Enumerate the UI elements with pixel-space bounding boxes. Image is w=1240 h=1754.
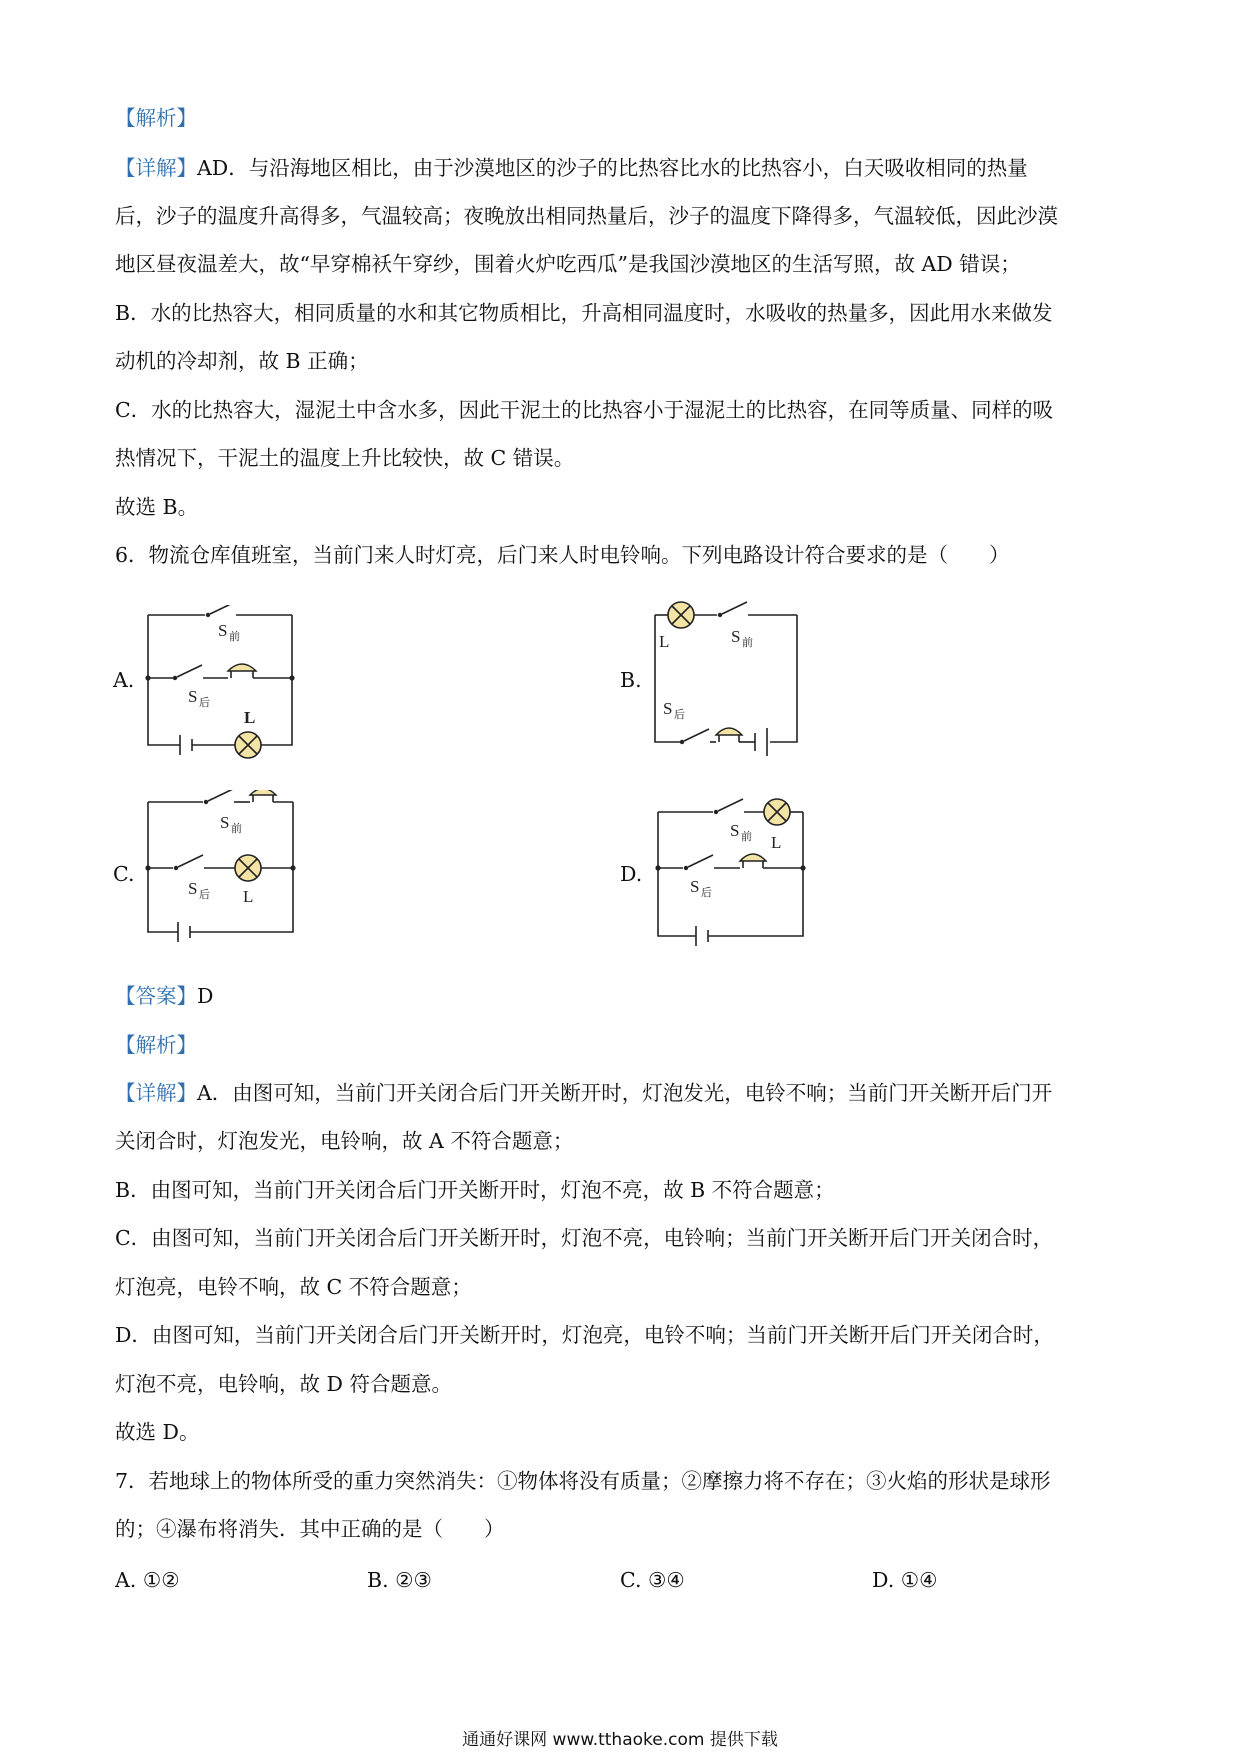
option-a-label: A. bbox=[113, 668, 135, 692]
detail-line: C．由图可知，当前门开关闭合后门开关断开时，灯泡不亮，电铃响；当前门开关断开后门开关闭合时， bbox=[115, 1226, 1054, 1250]
detail-line: C．水的比热容大，湿泥土中含水多，因此干泥土的比热容小于湿泥土的比热容，在同等质量、同样的吸 bbox=[115, 398, 1054, 422]
detail-line: 灯泡亮，电铃不响，故 C 不符合题意； bbox=[115, 1275, 472, 1299]
analysis-tag: 【解析】 bbox=[115, 1033, 197, 1057]
circuit-diagram-a bbox=[140, 605, 310, 765]
svg-text:后: 后 bbox=[701, 887, 712, 899]
choice-b: B. ②③ bbox=[367, 1568, 432, 1592]
choice-a: A. ①② bbox=[115, 1568, 180, 1592]
detail-line: 动机的冷却剂，故 B 正确； bbox=[115, 349, 369, 373]
svg-text:S: S bbox=[188, 687, 198, 706]
svg-text:S: S bbox=[690, 877, 700, 896]
svg-text:S: S bbox=[218, 621, 228, 640]
detail-line: 后，沙子的温度升高得多，气温较高；夜晚放出相同热量后，沙子的温度下降得多，气温较低，因此沙漠 bbox=[115, 204, 1058, 228]
detail-tag: 【详解】 bbox=[115, 156, 197, 180]
svg-text:L: L bbox=[659, 632, 670, 651]
svg-text:后: 后 bbox=[199, 889, 210, 901]
svg-text:S: S bbox=[188, 879, 198, 898]
option-d-label: D. bbox=[620, 862, 643, 886]
svg-text:后: 后 bbox=[674, 709, 685, 721]
detail-line: 热情况下，干泥土的温度上升比较快，故 C 错误。 bbox=[115, 446, 575, 470]
detail-text: A．由图可知，当前门开关闭合后门开关断开时，灯泡发光，电铃不响；当前门开关断开后门开 bbox=[197, 1081, 1053, 1105]
circuit-diagram-d bbox=[650, 790, 815, 955]
question-stem: 的；④瀑布将消失．其中正确的是（ ） bbox=[115, 1517, 505, 1541]
detail-tag: 【详解】 bbox=[115, 1081, 197, 1105]
svg-text:前: 前 bbox=[231, 823, 242, 835]
question-stem: 7．若地球上的物体所受的重力突然消失：①物体将没有质量；②摩擦力将不存在；③火焰的形状是球形 bbox=[115, 1469, 1051, 1493]
detail-line: 地区昼夜温差大，故“早穿棉袄午穿纱，围着火炉吃西瓜”是我国沙漠地区的生活写照，故 AD 错误； bbox=[115, 252, 1021, 276]
answer-line bbox=[115, 983, 1125, 1009]
svg-text:S: S bbox=[730, 821, 740, 840]
detail-line: 关闭合时，灯泡发光，电铃响，故 A 不符合题意； bbox=[115, 1129, 574, 1153]
svg-text:L: L bbox=[243, 887, 254, 906]
analysis-tag: 【解析】 bbox=[115, 106, 197, 130]
svg-text:L: L bbox=[244, 708, 256, 727]
detail-line bbox=[115, 155, 1125, 181]
detail-line bbox=[115, 1080, 1125, 1106]
detail-text: AD．与沿海地区相比，由于沙漠地区的沙子的比热容比水的比热容小，白天吸收相同的热量 bbox=[197, 156, 1028, 180]
detail-line: 灯泡不亮，电铃响，故 D 符合题意。 bbox=[115, 1372, 452, 1396]
option-c-label: C. bbox=[113, 862, 135, 886]
answer-tag: 【答案】 bbox=[115, 984, 197, 1008]
conclusion: 故选 B。 bbox=[115, 495, 199, 519]
conclusion: 故选 D。 bbox=[115, 1420, 200, 1444]
detail-line: D．由图可知，当前门开关闭合后门开关断开时，灯泡亮，电铃不响；当前门开关断开后门开关闭合时， bbox=[115, 1323, 1054, 1347]
detail-line: B．由图可知，当前门开关闭合后门开关断开时，灯泡不亮，故 B 不符合题意； bbox=[115, 1178, 835, 1202]
svg-text:前: 前 bbox=[741, 831, 752, 843]
svg-text:前: 前 bbox=[229, 631, 240, 643]
svg-text:S: S bbox=[731, 627, 741, 646]
choice-d: D. ①④ bbox=[872, 1568, 938, 1592]
circuit-diagram-c bbox=[140, 790, 310, 955]
svg-text:前: 前 bbox=[742, 637, 753, 649]
svg-text:L: L bbox=[771, 833, 782, 852]
svg-text:S: S bbox=[220, 813, 230, 832]
svg-text:后: 后 bbox=[199, 697, 210, 709]
detail-line: B．水的比热容大，相同质量的水和其它物质相比，升高相同温度时，水吸收的热量多，因此用水来做发 bbox=[115, 301, 1053, 325]
answer-value: D bbox=[197, 984, 214, 1008]
circuit-diagram-b bbox=[645, 600, 805, 765]
question-stem: 6．物流仓库值班室，当前门来人时灯亮，后门来人时电铃响。下列电路设计符合要求的是（ ） bbox=[115, 543, 1010, 567]
svg-text:S: S bbox=[663, 699, 673, 718]
option-b-label: B. bbox=[620, 668, 642, 692]
choice-c: C. ③④ bbox=[620, 1568, 685, 1592]
page-footer: 通通好课网 www.tthaoke.com 提供下载 bbox=[462, 1730, 778, 1750]
